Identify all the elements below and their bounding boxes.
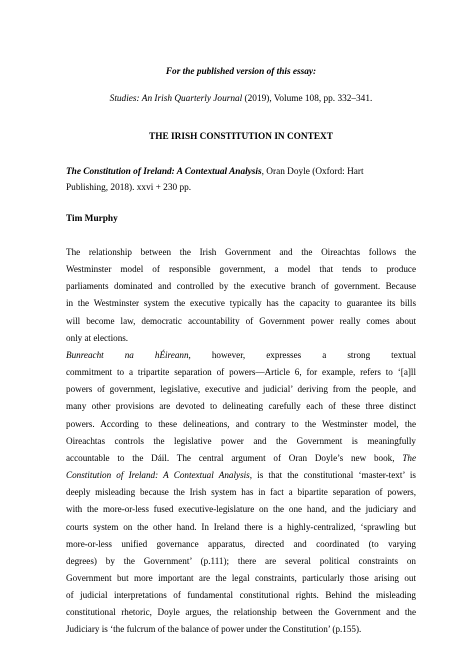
book-title: The Constitution of Ireland: A Contextual Analysis bbox=[66, 167, 262, 177]
body-line: in the Westminster system the executive typically has the capacity to guarantee its bills bbox=[66, 298, 416, 309]
journal-citation bbox=[66, 93, 416, 106]
body-line: courts system on the other hand. In Ireland there is a highly-centralized, ‘sprawling but bbox=[66, 521, 416, 532]
author-name: Tim Murphy bbox=[66, 214, 118, 224]
body-line: Oireachtas controls the legislative power and the Government is meaningfully bbox=[66, 435, 416, 446]
body-line: many other provisions are devoted to delineating carefully each of these three distinct bbox=[66, 401, 416, 412]
body-line: commitment to a tripartite separation of powers—Article 6, for example, refers to ‘[a]ll bbox=[66, 367, 416, 378]
body-line: of judicial interpretations of fundamental constitutional rights. Behind the misleading bbox=[66, 590, 416, 601]
book-title-inline: The bbox=[402, 452, 416, 463]
body-line: constitutional rhetoric, Doyle argues, the relationship between the Government and the bbox=[66, 607, 416, 618]
body-line: degrees) by the Government’ (p.111); there are several political constraints on bbox=[66, 555, 416, 566]
body-line: Government but more important are the legal constraints, particularly those arising out bbox=[66, 572, 416, 583]
body-line: powers of government, legislative, executive and judicial’ deriving from the people, and bbox=[66, 384, 416, 395]
book-details-1: , Oran Doyle (Oxford: Hart bbox=[261, 167, 364, 177]
constitution-name: Bunreacht na hÉireann bbox=[66, 349, 189, 360]
body-line: The relationship between the Irish Government and the Oireachtas follows the bbox=[66, 247, 416, 257]
body-line: Judiciary is ‘the fulcrum of the balance of power under the Constitution’ (p.155). bbox=[66, 624, 362, 635]
published-version-note: For the published version of this essay: bbox=[165, 67, 317, 77]
essay-title: THE IRISH CONSTITUTION IN CONTEXT bbox=[149, 132, 333, 142]
body-line: with the more-or-less fused executive-legislature on the one hand, and the judiciary and bbox=[66, 504, 416, 515]
body-paragraph bbox=[66, 244, 416, 639]
body-line: more-or-less unified governance apparatus, directed and coordinated (to varying bbox=[66, 538, 416, 549]
body-line: Bunreacht na hÉireann, however, expresses a strong textual bbox=[66, 349, 417, 360]
book-details-2: Publishing, 2018). xxvi + 230 pp. bbox=[66, 183, 192, 193]
journal-details: (2019), Volume 108, pp. 332–341. bbox=[242, 94, 373, 104]
body-line: accountable to the Dáil. The central argument of Oran Doyle’s new book, The bbox=[66, 452, 416, 463]
body-line: powers. According to these delineations, and contrary to the Westminster model, the bbox=[66, 418, 416, 429]
body-line: will become law, democratic accountability of Government power really comes about bbox=[66, 315, 416, 326]
body-line: Constitution of Ireland: A Contextual Analysis, is that the constitutional ‘master-text’ is bbox=[66, 470, 416, 481]
body-line: parliaments dominated and controlled by the executive branch of government. Because bbox=[66, 281, 416, 292]
body-line: deeply misleading because the Irish system has in fact a bipartite separation of powers, bbox=[66, 487, 416, 498]
book-title-inline: Constitution of Ireland: A Contextual Analysis bbox=[66, 470, 250, 481]
journal-title: Studies: An Irish Quarterly Journal bbox=[109, 94, 243, 104]
body-line: Westminster model of responsible government, a model that tends to produce bbox=[66, 264, 416, 275]
book-reference bbox=[66, 164, 416, 196]
body-line: only at elections. bbox=[66, 332, 129, 343]
